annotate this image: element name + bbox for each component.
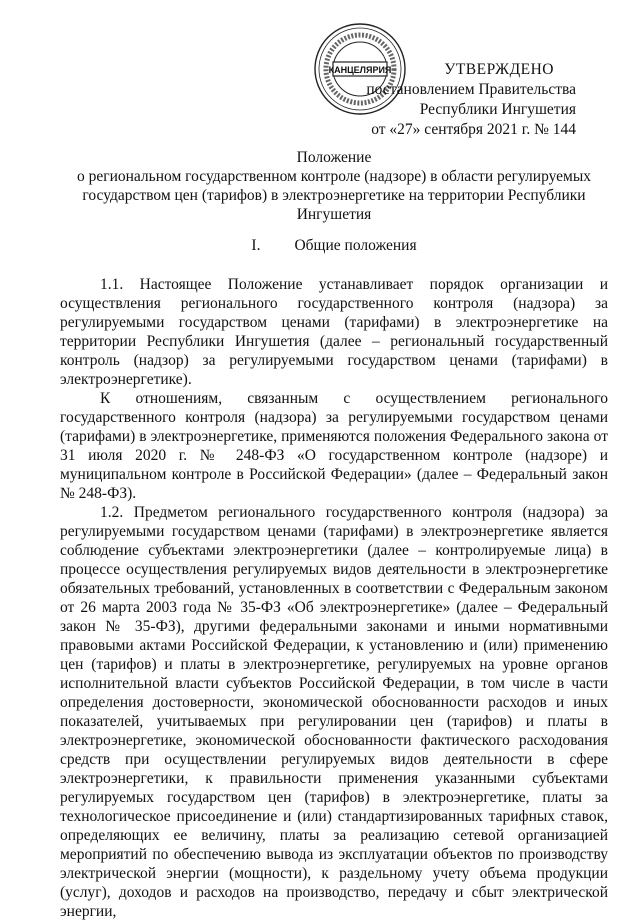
document-body [60, 275, 608, 921]
title-line: Положение [296, 149, 372, 166]
title-line: государством цен (тарифов) в электроэнергетике на территории Республики [82, 187, 586, 204]
document-title [60, 148, 608, 224]
approval-date: от «27» сентября 2021 г. № 144 [371, 121, 576, 138]
approval-block [366, 60, 576, 140]
section-heading [60, 236, 608, 255]
title-line: Ингушетия [296, 206, 372, 223]
section-number: I. [251, 237, 261, 254]
stamp-center-text: КАНЦЕЛЯРИЯ [328, 65, 392, 75]
section-title: Общие положения [294, 237, 417, 254]
paragraph: 1.2. Предметом регионального государственного контроля (надзора) за регулируемыми государством ценами (тарифами) в электроэнергетике является соблюдение субъектами электроэнергетики (далее – контролируемые лица) в процессе осуществления регулируемых видов деятельности в электроэнергетике обязательных требований, установленных в соответствии с Федеральным законом от 26 марта 2003 года № 35-ФЗ «Об электроэнергетике» (далее – Федеральный закон № 35-ФЗ), другими федеральными законами и иными нормативными правовыми актами Российской Федерации, к установлению и (или) применению цен (тарифов) и платы в электроэнергетике, регулируемых на уровне органов исполнительной власти субъектов Российской Федерации, в том числе в части определения достоверности, экономической обоснованности расходов и иных показателей, учитываемых при регулировании цен (тарифов) и платы в электроэнергетике, экономической обоснованности фактического расходования средств при осуществлении регулируемых видов деятельности в сфере электроэнергетики, к правильности применения указанными субъектами регулируемых государством цен (тарифов) в электроэнергетике, платы за технологическое присоединение и (или) стандартизированных тарифных ставок, определяющих ее величину, платы за реализацию сетевой организацией мероприятий по обеспечению вывода из эксплуатации объектов по производству электрической энергии (мощности), к раздельному учету объема продукции (услуг), доходов и расходов на производство, передачу и сбыт электрической энергии, [60, 504, 608, 920]
approval-line: постановлением Правительства [366, 81, 576, 98]
title-line: о региональном государственном контроле (надзоре) в области регулируемых [76, 168, 592, 185]
approval-heading: УТВЕРЖДЕНО [444, 61, 554, 78]
approval-line: Республики Ингушетия [419, 101, 576, 118]
paragraph: К отношениям, связанным с осуществлением регионального государственного контроля (надзора) за регулируемыми государством ценами (тарифами) в электроэнергетике, применяются положения Федерального закона от 31 июля 2020 г. № 248-ФЗ «О государственном контроле (надзоре) и муниципальном контроле в Российской Федерации» (далее – Федеральный закон № 248-ФЗ). [60, 390, 608, 502]
paragraph: 1.1. Настоящее Положение устанавливает порядок организации и осуществления регионального государственного контроля (надзора) за регулируемыми государством ценами (тарифами) в электроэнергетике на территории Республики Ингушетия (далее – региональный государственный контроль (надзор) за регулируемыми государством ценами (тарифами) в электроэнергетике). [60, 276, 608, 388]
